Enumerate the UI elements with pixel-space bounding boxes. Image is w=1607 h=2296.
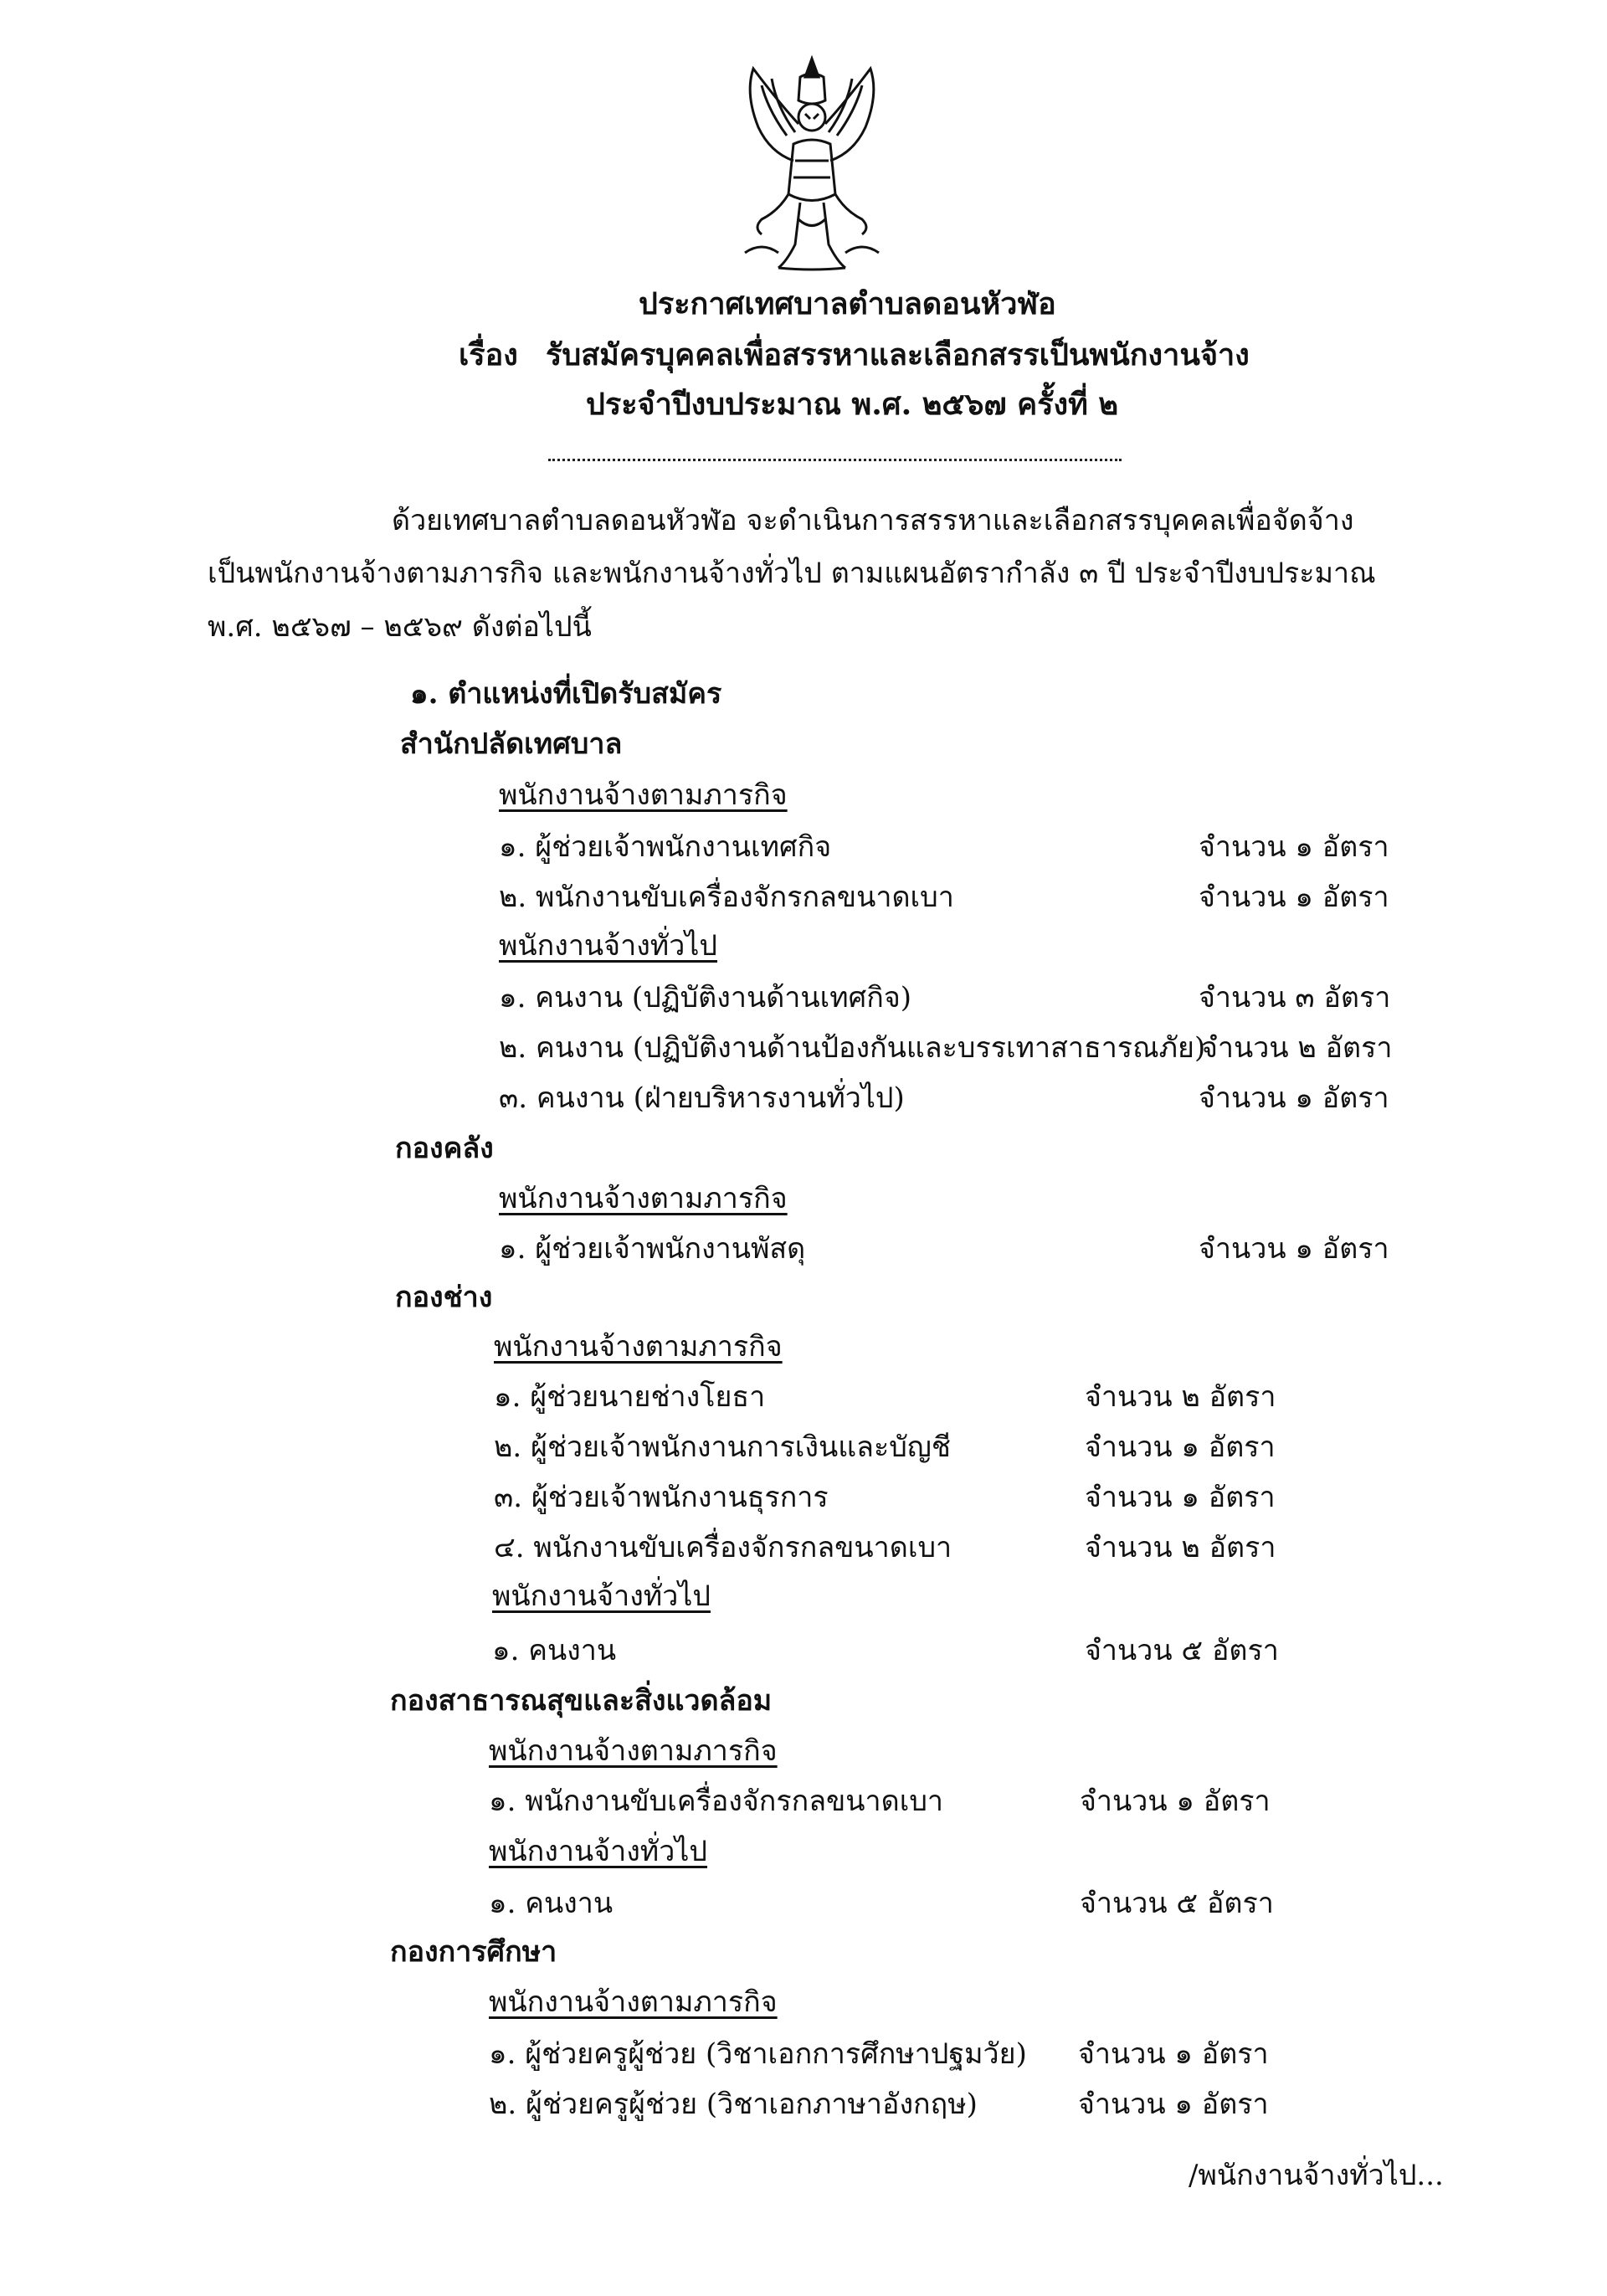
position-count: จำนวน ๑ อัตรา <box>1199 830 1389 864</box>
employee-group-label: พนักงานจ้างทั่วไป <box>492 1579 711 1613</box>
department-name: กองคลัง <box>395 1132 494 1165</box>
fiscal-year-heading: ประจำปีงบประมาณ พ.ศ. ๒๕๖๗ ครั้งที่ ๒ <box>586 387 1119 422</box>
employee-group-label: พนักงานจ้างตามภารกิจ <box>499 1182 788 1215</box>
position-count: จำนวน ๑ อัตรา <box>1199 1232 1389 1266</box>
position-item: ๒. คนงาน (ปฏิบัติงานด้านป้องกันและบรรเทาสาธารณภัย) <box>499 1031 1206 1065</box>
position-item: ๑. คนงาน (ปฏิบัติงานด้านเทศกิจ) <box>499 981 911 1014</box>
employee-group-label: พนักงานจ้างทั่วไป <box>489 1835 707 1868</box>
position-count: จำนวน ๕ อัตรา <box>1080 1887 1274 1920</box>
section-1-title: ๑. ตำแหน่งที่เปิดรับสมัคร <box>410 677 722 711</box>
position-item: ๒. ผู้ช่วยครูผู้ช่วย (วิชาเอกภาษาอังกฤษ) <box>489 2088 978 2121</box>
department-name: กองช่าง <box>395 1281 493 1314</box>
position-count: จำนวน ๑ อัตรา <box>1199 1081 1389 1115</box>
garuda-emblem-icon <box>728 52 896 280</box>
position-item: ๑. ผู้ช่วยครูผู้ช่วย (วิชาเอกการศึกษาปฐมวัย) <box>489 2037 1027 2071</box>
position-item: ๑. คนงาน <box>492 1634 617 1667</box>
position-count: จำนวน ๑ อัตรา <box>1085 1481 1276 1514</box>
employee-group-label: พนักงานจ้างตามภารกิจ <box>499 778 788 812</box>
position-count: จำนวน ๒ อัตรา <box>1085 1380 1276 1414</box>
intro-line-3: พ.ศ. ๒๕๖๗ – ๒๕๖๙ ดังต่อไปนี้ <box>208 610 592 644</box>
employee-group-label: พนักงานจ้างตามภารกิจ <box>494 1330 783 1364</box>
position-item: ๑. พนักงานขับเครื่องจักรกลขนาดเบา <box>489 1785 943 1818</box>
intro-line-2: เป็นพนักงานจ้างตามภารกิจ และพนักงานจ้างทั่วไป ตามแผนอัตรากำลัง ๓ ปี ประจำปีงบประมาณ <box>208 557 1376 590</box>
employee-group-label: พนักงานจ้างตามภารกิจ <box>489 1734 778 1768</box>
employee-group-label: พนักงานจ้างทั่วไป <box>499 929 717 963</box>
position-item: ๔. พนักงานขับเครื่องจักรกลขนาดเบา <box>494 1531 952 1564</box>
employee-group-label: พนักงานจ้างตามภารกิจ <box>489 1985 778 2019</box>
subject-text: รับสมัครบุคคลเพื่อสรรหาและเลือกสรรเป็นพนักงานจ้าง <box>546 337 1250 372</box>
position-count: จำนวน ๑ อัตรา <box>1080 1785 1271 1818</box>
intro-line-1: ด้วยเทศบาลตำบลดอนหัวฬ่อ จะดำเนินการสรรหาและเลือกสรรบุคคลเพื่อจัดจ้าง <box>392 504 1354 537</box>
position-item: ๑. ผู้ช่วยเจ้าพนักงานเทศกิจ <box>499 830 832 864</box>
position-item: ๒. พนักงานขับเครื่องจักรกลขนาดเบา <box>499 881 954 914</box>
continuation-note: /พนักงานจ้างทั่วไป... <box>1189 2159 1444 2192</box>
department-name: กองสาธารณสุขและสิ่งแวดล้อม <box>390 1684 773 1718</box>
position-item: ๒. ผู้ช่วยเจ้าพนักงานการเงินและบัญชี <box>494 1431 951 1464</box>
position-count: จำนวน ๑ อัตรา <box>1085 1431 1276 1464</box>
position-count: จำนวน ๑ อัตรา <box>1078 2088 1269 2121</box>
position-item: ๓. คนงาน (ฝ่ายบริหารงานทั่วไป) <box>499 1081 905 1115</box>
position-item: ๑. คนงาน <box>489 1887 614 1920</box>
position-item: ๓. ผู้ช่วยเจ้าพนักงานธุรการ <box>494 1481 829 1514</box>
announcement-title: ประกาศเทศบาลตำบลดอนหัวฬ่อ <box>639 286 1056 321</box>
position-count: จำนวน ๑ อัตรา <box>1078 2037 1269 2071</box>
department-name: กองการศึกษา <box>390 1935 557 1969</box>
position-item: ๑. ผู้ช่วยนายช่างโยธา <box>494 1380 766 1414</box>
subject-label: เรื่อง <box>459 337 518 372</box>
position-count: จำนวน ๒ อัตรา <box>1085 1531 1276 1564</box>
position-item: ๑. ผู้ช่วยเจ้าพนักงานพัสดุ <box>499 1232 806 1266</box>
header-divider <box>548 459 1122 461</box>
position-count: จำนวน ๓ อัตรา <box>1199 981 1391 1014</box>
position-count: จำนวน ๕ อัตรา <box>1085 1634 1279 1667</box>
department-name: สำนักปลัดเทศบาล <box>400 727 623 761</box>
position-count: จำนวน ๑ อัตรา <box>1199 881 1389 914</box>
position-count: จำนวน ๒ อัตรา <box>1201 1031 1393 1065</box>
